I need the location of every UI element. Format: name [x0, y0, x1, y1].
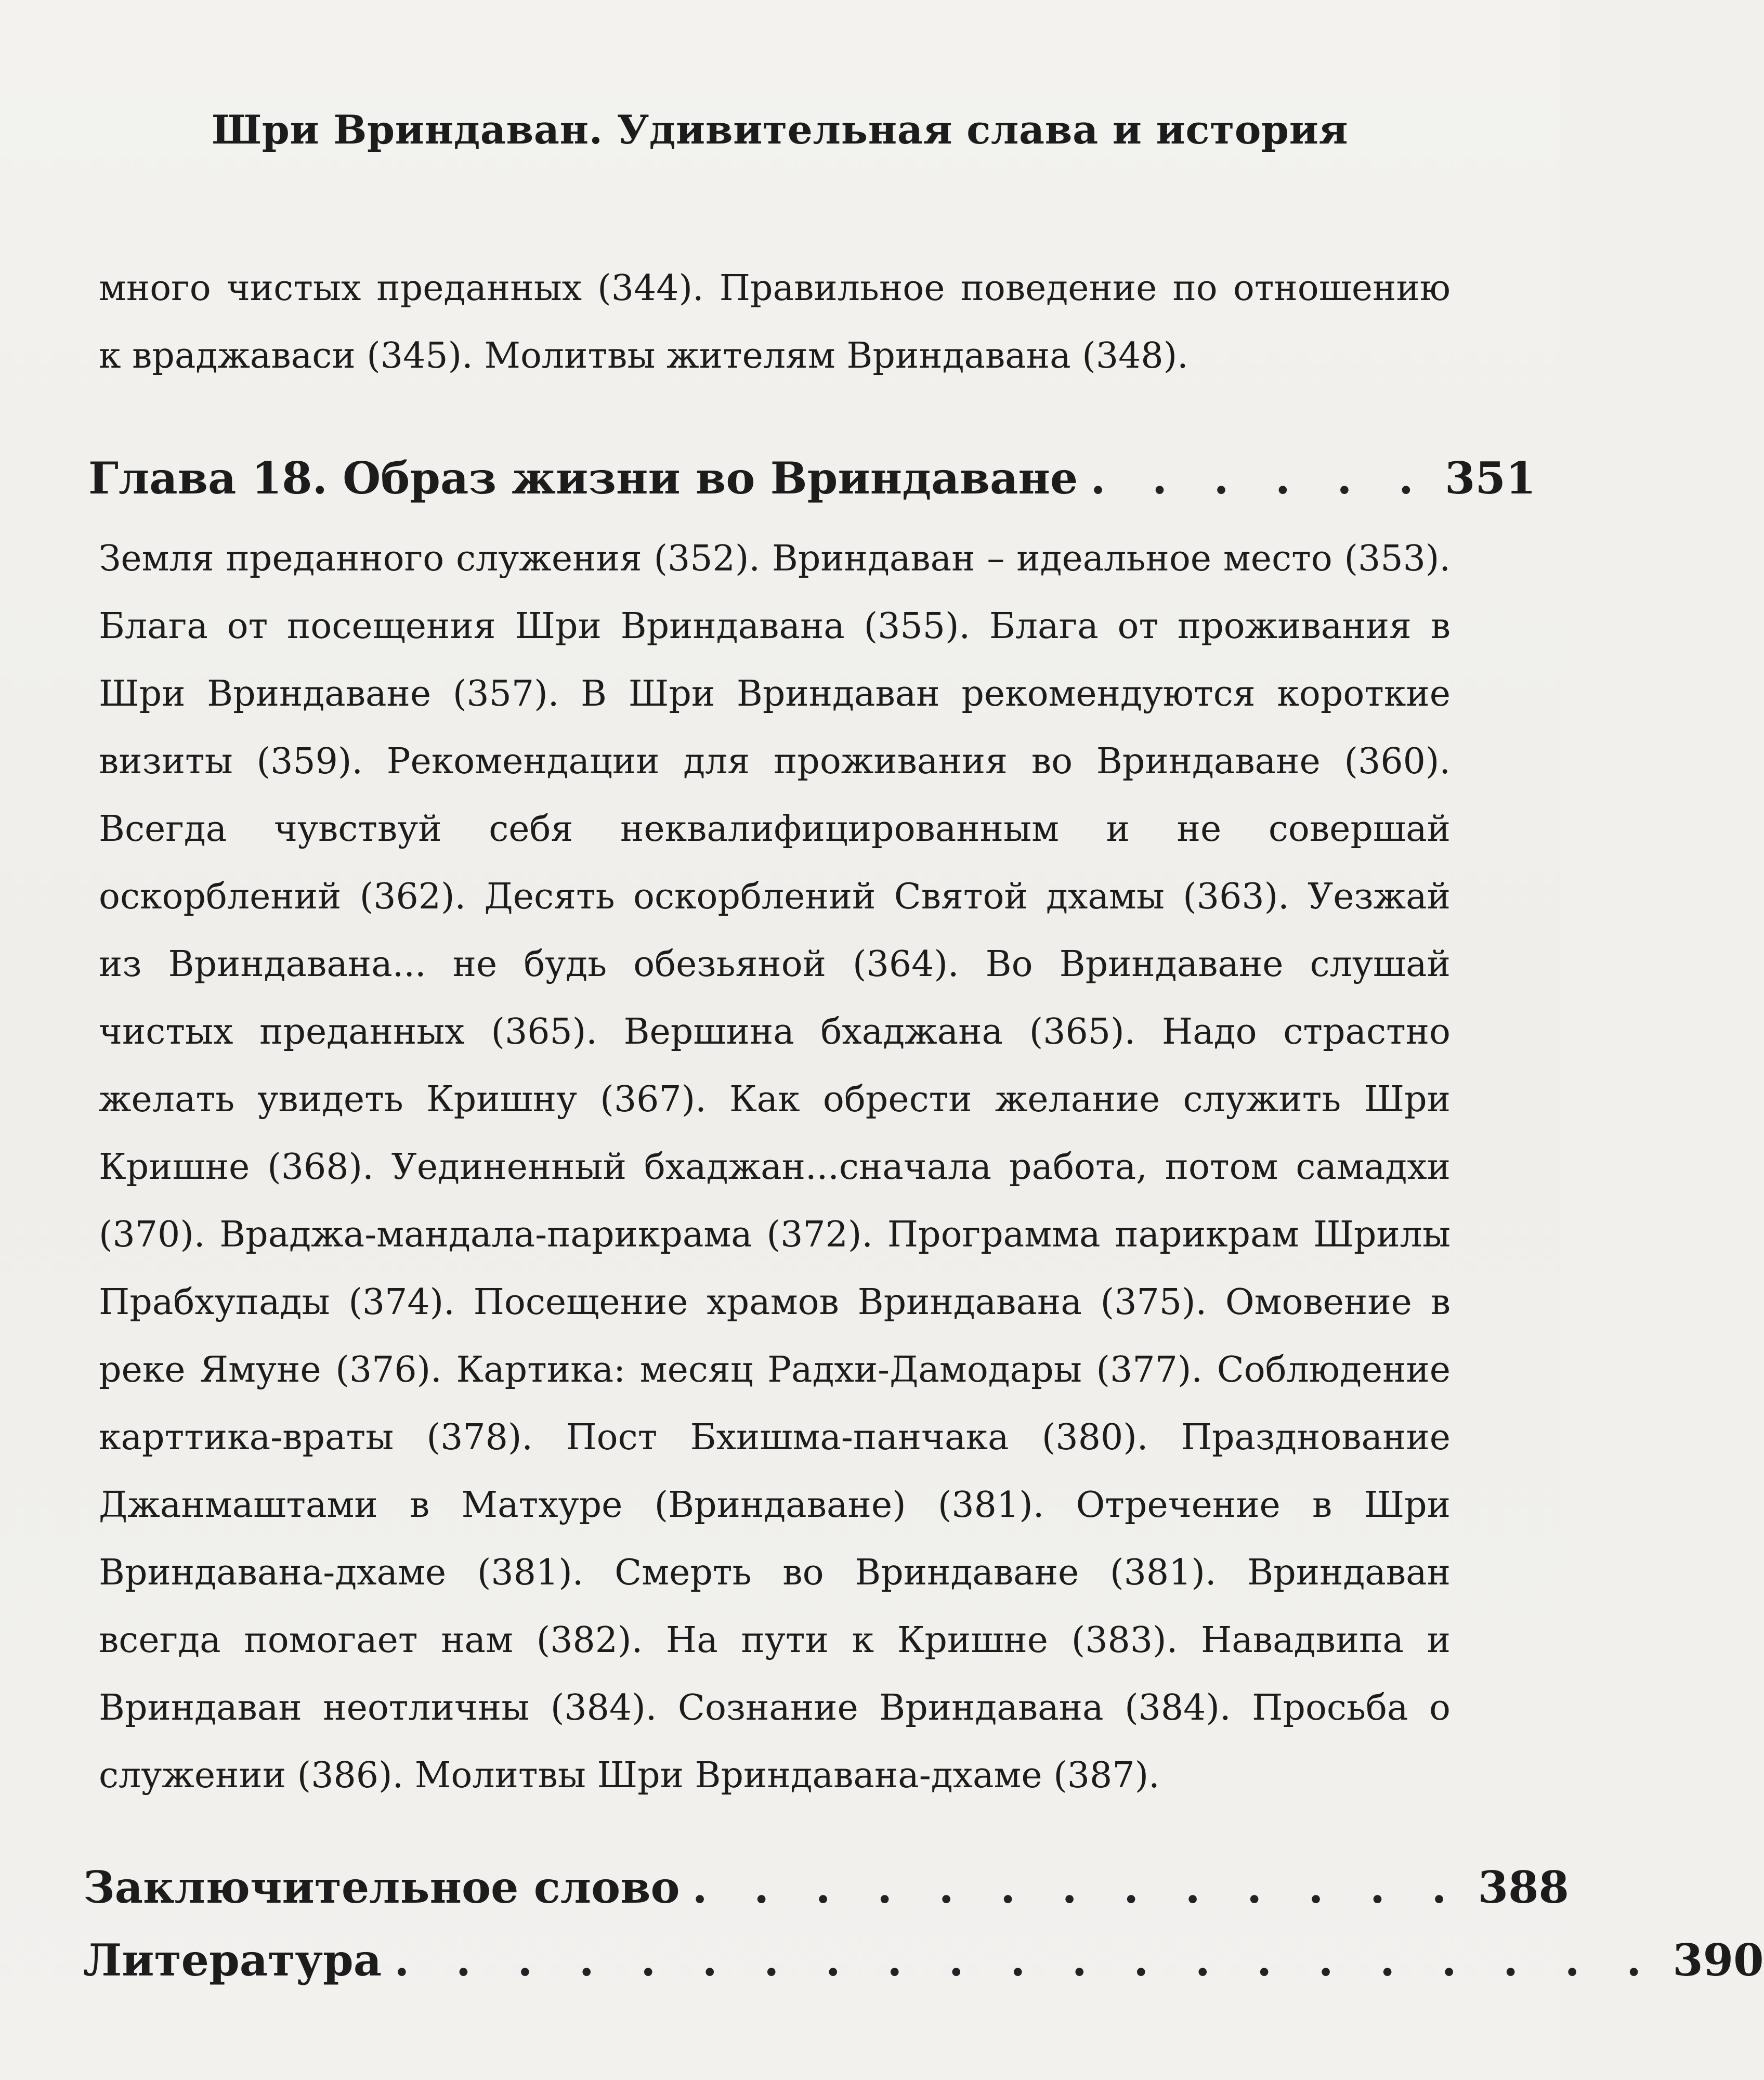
running-head: Шри Вриндаван. Удивительная слава и история — [211, 107, 1349, 153]
toc-entry-literature — [83, 1934, 1764, 1986]
toc-entry-chapter-18 — [88, 452, 1536, 504]
closing-page-number: 388 — [1478, 1862, 1569, 1913]
closing-title: Заключительное слово — [83, 1862, 680, 1913]
dot-leader: . . . . . . . . . . . . . . . . . . . . . — [394, 1934, 1657, 1986]
chapter-page-number: 351 — [1445, 452, 1536, 504]
literature-title: Литература — [83, 1934, 382, 1986]
toc-entry-closing-word — [83, 1862, 1569, 1913]
chapter-title: Глава 18. Образ жизни во Вриндаване — [88, 452, 1078, 504]
chapter-contents-paragraph: Земля преданного служения (352). Вриндаван – идеальное место (353). Блага от посещения Шри Вриндавана (355). Блага от проживания в Шри Вриндаване (357). В Шри Вриндаван рекомендуются короткие визиты (359). Рекомендации для проживания во Вриндаване (360). Всегда чувствуй себя неквалифицированным и не совершай оскорблений (362). Десять оскорблений Святой дхамы (363). Уезжай из Вриндавана... не будь обезьяной (364). Во Вриндаване слушай чистых преданных (365). Вершина бхаджана (365). Надо страстно желать увидеть Кришну (367). Как обрести желание служить Шри Кришне (368). Уединенный бхаджан...сначала работа, потом самадхи (370). Враджа-мандала-парикрама (372). Программа парикрам Шрилы Прабхупады (374). Посещение храмов Вриндавана (375). Омовение в реке Ямуне (376). Картика: месяц Радхи-Дамодары (377). Соблюдение карттика-враты (378). Пост Бхишма-панчака (380). Празднование Джанмаштами в Матхуре (Вриндаване) (381). Отречение в Шри Вриндавана-дхаме (381). Смерть во Вриндаване (381). Вриндаван всегда помогает нам (382). На пути к Кришне (383). Навадвипа и Вриндаван неотличны (384). Сознание Вриндавана (384). Просьба о служении (386). Молитвы Шри Вриндавана-дхаме (387). — [99, 538, 1451, 1796]
literature-page-number: 390 — [1672, 1934, 1764, 1986]
dot-leader: . . . . . . — [1090, 452, 1430, 504]
intro-paragraph: много чистых преданных (344). Правильное поведение по отношению к враджаваси (345). Молитвы жителям Вриндавана (348). — [99, 268, 1451, 376]
dot-leader: . . . . . . . . . . . . . — [692, 1862, 1462, 1913]
